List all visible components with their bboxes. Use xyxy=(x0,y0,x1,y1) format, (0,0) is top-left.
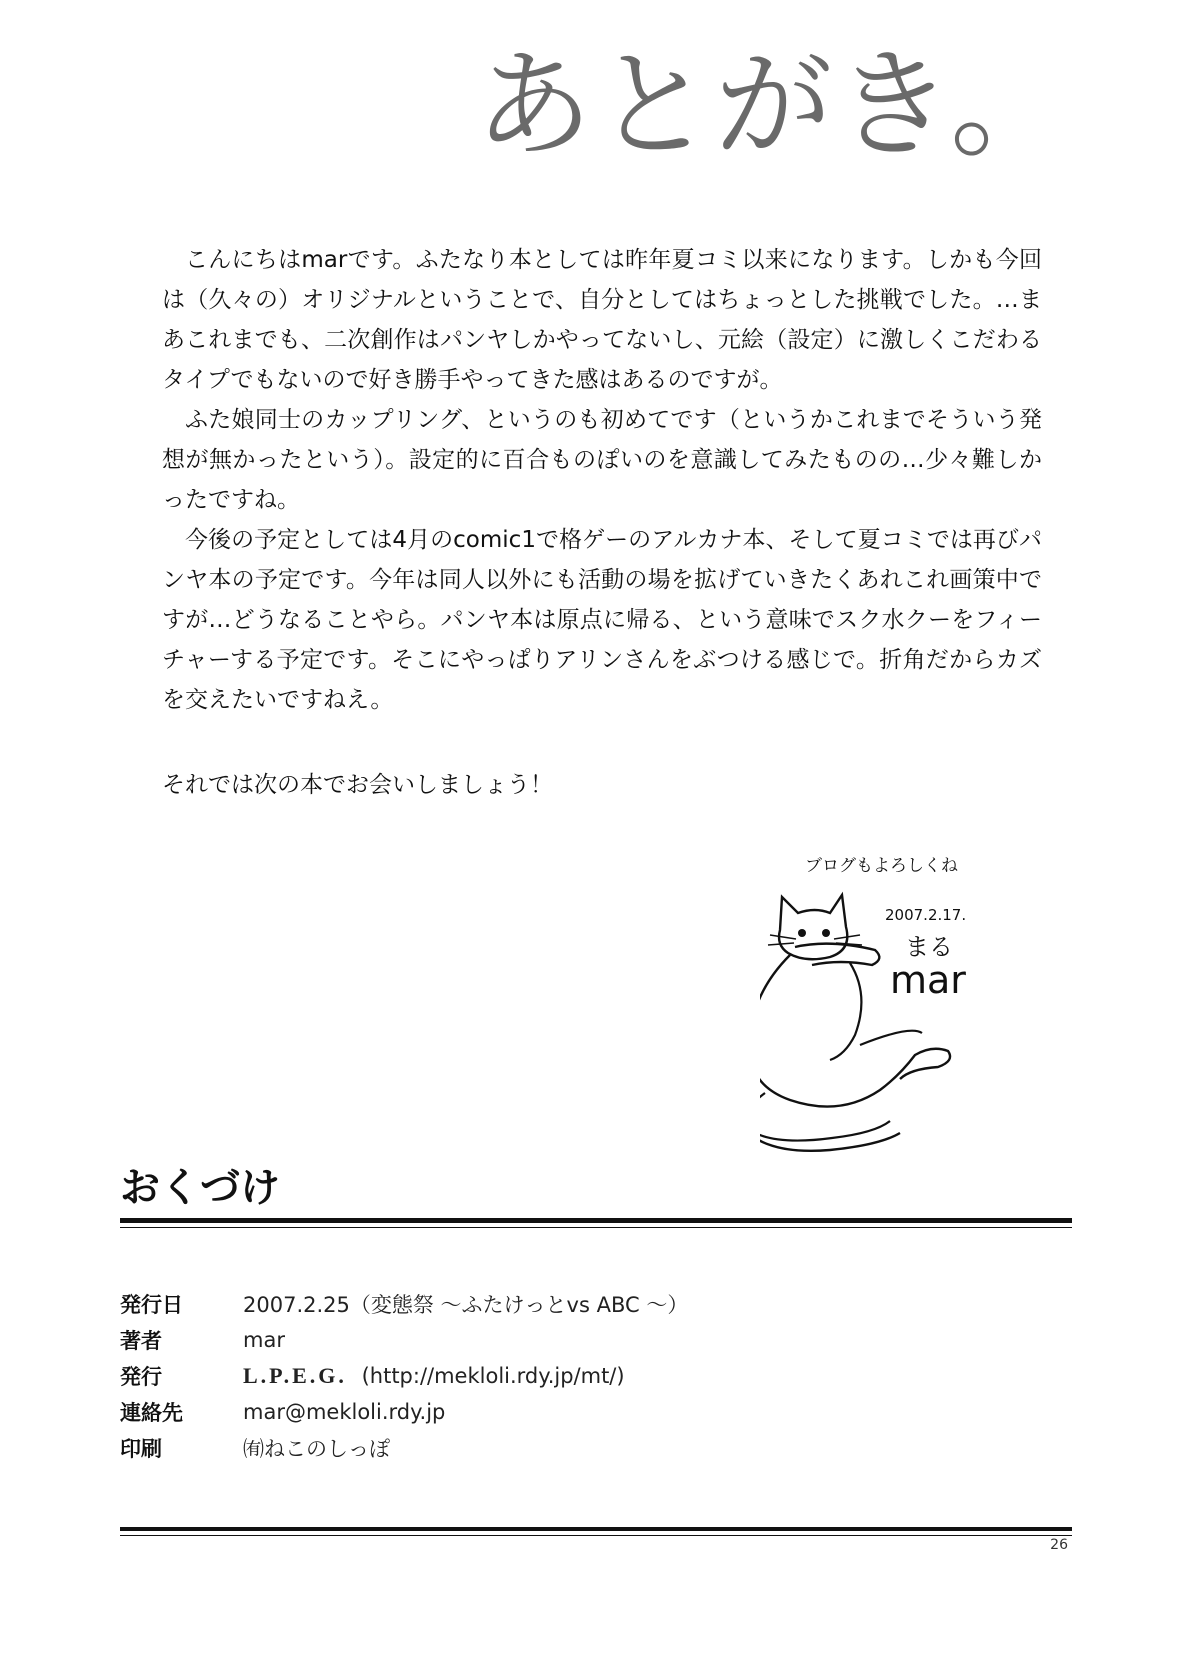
colophon-label: 発行日 xyxy=(120,1293,183,1317)
colophon-table xyxy=(120,1286,1072,1466)
cat-head xyxy=(779,895,847,959)
colophon-value: mar xyxy=(243,1328,285,1352)
sketch-date: 2007.2.17. xyxy=(885,906,967,924)
cat-tail-inner xyxy=(760,1093,890,1141)
publisher-url[interactable]: (http://mekloli.rdy.jp/mt/) xyxy=(361,1364,625,1388)
colophon-value: ㈲ねこのしっぽ xyxy=(243,1437,390,1461)
colophon-rule-bottom-thin xyxy=(120,1535,1072,1536)
colophon-label: 連絡先 xyxy=(120,1401,183,1425)
colophon-row xyxy=(120,1394,1072,1430)
colophon-row xyxy=(120,1358,1072,1394)
cat-eye xyxy=(822,929,830,937)
cat-drawing xyxy=(760,855,1060,1175)
contact-email[interactable]: mar@mekloli.rdy.jp xyxy=(243,1400,446,1424)
cat-leg xyxy=(830,963,861,1060)
colophon-value: 2007.2.25（変態祭 〜ふたけっとvs ABC 〜） xyxy=(243,1293,689,1317)
afterword-paragraph: 今後の予定としては4月のcomic1で格ゲーのアルカナ本、そして夏コミでは再びパンヤ本の予定です。今年は同人以外にも活動の場を拡げていきたくあれこれ画策中ですが…どうなることやら。パンヤ本は原点に帰る、という意味でスク水クーをフィーチャーする予定です。そこにやっぱりアリンさんをぶつける感じで。折角だからカズを交えたいですねえ。 xyxy=(162,527,1042,713)
sketch-caption: ブログもよろしくね xyxy=(805,856,958,876)
colophon-row xyxy=(120,1286,1072,1322)
afterword-closing: それでは次の本でお会いしましょう！ xyxy=(162,772,553,798)
page-title: あとがき。 xyxy=(474,36,1070,174)
sketch-signature-latin: mar xyxy=(890,958,966,1002)
colophon-label: 著者 xyxy=(120,1329,162,1353)
publisher-mark: L.P.E.G. xyxy=(243,1363,347,1388)
colophon-row xyxy=(120,1322,1072,1358)
cat-eye xyxy=(798,929,806,937)
colophon-label: 印刷 xyxy=(120,1437,162,1461)
colophon-label: 発行 xyxy=(120,1365,162,1389)
colophon-rule-bottom xyxy=(120,1527,1072,1531)
sketch-signature-kana: まる xyxy=(905,933,953,961)
colophon-value-group xyxy=(243,1363,625,1389)
afterword-paragraph: こんにちはmarです。ふたなり本としては昨年夏コミ以来になります。しかも今回は（久々の）オリジナルということで、自分としてはちょっとした挑戦でした。…まあこれまでも、二次創作はパンヤしかやってないし、元絵（設定）に激しくこだわるタイプでもないので好き勝手やってきた感はあるのですが。 xyxy=(162,247,1042,393)
colophon-row xyxy=(120,1430,1072,1466)
colophon-title: おくづけ xyxy=(120,1165,280,1211)
cat-sketch xyxy=(760,855,1060,1175)
page-number: 26 xyxy=(1050,1537,1068,1553)
colophon-rule-top-thin xyxy=(120,1227,1072,1228)
afterword-body xyxy=(162,240,1042,720)
colophon-rule-top xyxy=(120,1218,1072,1223)
afterword-paragraph: ふた娘同士のカップリング、というのも初めてです（というかこれまでそういう発想が無かったという）。設定的に百合ものぽいのを意識してみたものの…少々難しかったですね。 xyxy=(162,407,1042,513)
cat-haunch xyxy=(860,1031,922,1045)
